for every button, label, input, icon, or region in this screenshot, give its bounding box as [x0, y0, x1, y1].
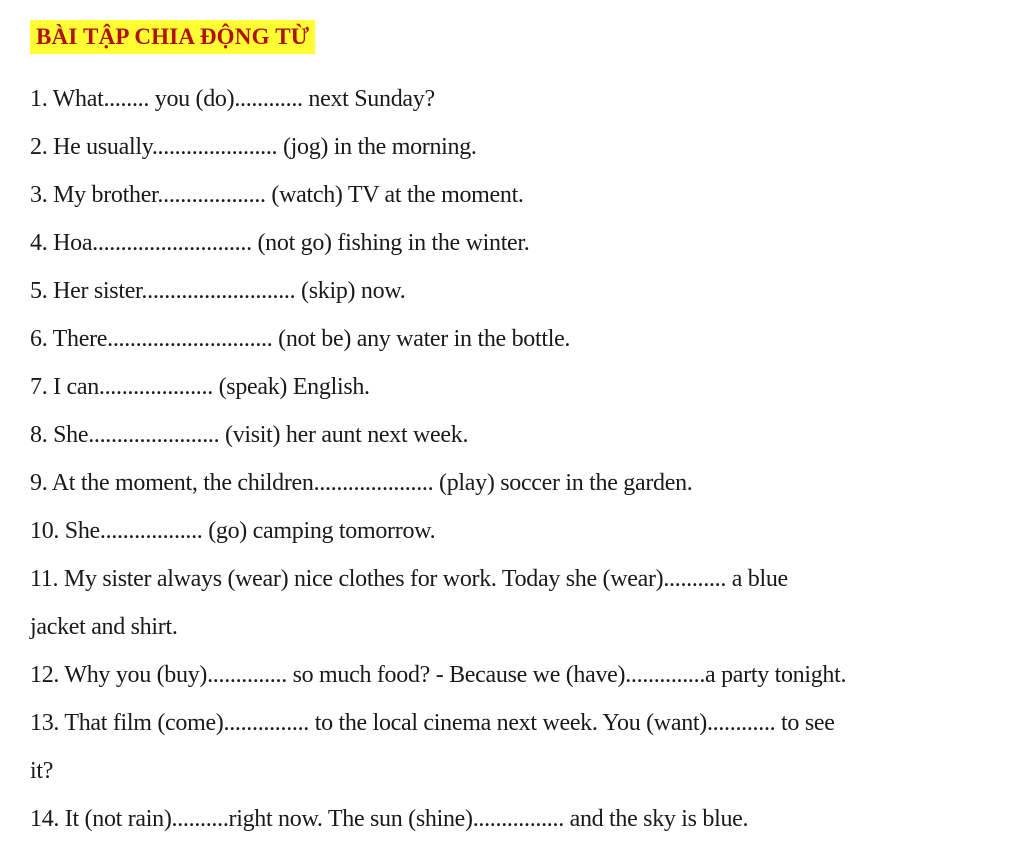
worksheet-title: BÀI TẬP CHIA ĐỘNG TỪ — [30, 20, 315, 54]
exercise-line-11-continued: jacket and shirt. — [30, 614, 178, 640]
exercise-line-2: 2. He usually...................... (jog) in the morning. — [30, 134, 477, 160]
exercise-line-8: 8. She....................... (visit) her aunt next week. — [30, 422, 469, 448]
exercise-line-1: 1. What........ you (do)............ next Sunday? — [30, 86, 435, 112]
exercise-line-7: 7. I can.................... (speak) English. — [30, 374, 370, 400]
exercise-line-11: 11. My sister always (wear) nice clothes for work. Today she (wear)........... a blue — [30, 566, 788, 592]
exercise-line-3: 3. My brother................... (watch) TV at the moment. — [30, 182, 524, 208]
exercise-line-10: 10. She.................. (go) camping tomorrow. — [30, 518, 436, 544]
exercise-line-13: 13. That film (come)............... to the local cinema next week. You (want)............ to see — [30, 710, 835, 736]
exercise-line-6: 6. There............................. (not be) any water in the bottle. — [30, 326, 571, 352]
exercise-line-5: 5. Her sister........................... (skip) now. — [30, 278, 406, 304]
exercise-line-14: 14. It (not rain)..........right now. The sun (shine)................ and the sky is blue. — [30, 806, 749, 832]
exercise-line-12: 12. Why you (buy).............. so much food? - Because we (have)..............a party tonight. — [30, 662, 847, 688]
exercise-line-4: 4. Hoa............................ (not go) fishing in the winter. — [30, 230, 530, 256]
exercise-line-9: 9. At the moment, the children..................... (play) soccer in the garden. — [30, 470, 693, 496]
exercise-line-13-continued: it? — [30, 758, 54, 784]
